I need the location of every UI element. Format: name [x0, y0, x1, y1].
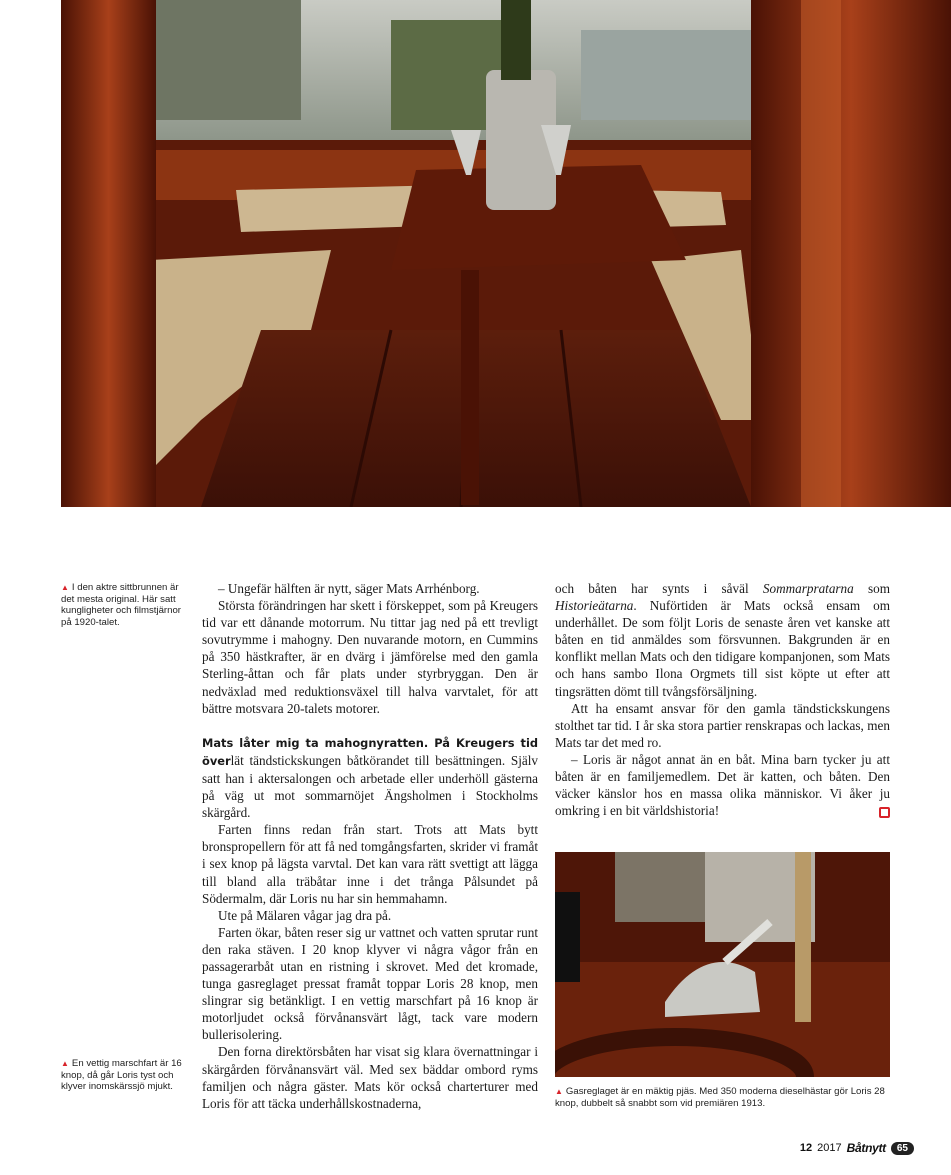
issue-number: 12 — [799, 1142, 813, 1154]
paragraph: Största förändringen har skett i förskeppet, som på Kreugers tid var ett dånande motorrum. Nu tittar jag ned på ett trevligt sovutrymme i mahogny. Den nuvarande motorn, en Cummins på 350 hästkrafter, är en dvärg i jämförelse med den gamla Sterling-åttan och får plats under styrbryggan. Den är nedväxlad med reduktionsväxel till halva varvtalet, för att bättre motsvara 20-talets motorer. — [202, 598, 538, 716]
throttle-photo — [555, 852, 890, 1077]
paragraph: Ute på Mälaren vågar jag dra på. — [218, 907, 392, 923]
page-footer — [800, 1141, 914, 1155]
page-number: 65 — [891, 1142, 914, 1155]
end-square-icon — [879, 807, 890, 818]
magazine-logo: Båtnytt — [846, 1141, 886, 1155]
red-triangle-icon: ▲ — [61, 583, 69, 592]
lead-in: Mats låter mig ta mahognyratten. På Kreugers tid över — [202, 735, 538, 768]
paragraph: Mats låter mig ta mahognyratten. På Kreugers tid överlät tändstickskungen båtkörandet till besättningen. Själv satt han i aktersalongen och arbetade eller underhöll gästerna på väg ut mot sommarnöjet Ängsholmen i Stockholms skärgård. — [202, 735, 538, 821]
cockpit-photo — [61, 0, 951, 507]
cockpit-caption: ▲ I den aktre sittbrunnen är det mesta original. Här satt kungligheter och filmstjärnor på 1920-talet. — [61, 582, 181, 628]
paragraph: Den forna direktörsbåten har visat sig klara övernattningar i skärgården förvånansvärt väl. Med sex bäddar ombord ryms familjen och några gäster. Mats kör också charterturer med Loris för att täcka underhållskostnaderna, — [202, 1044, 538, 1111]
throttle-caption: ▲ Gasreglaget är en mäktig pjäs. Med 350 moderna dieselhästar gör Loris 28 knop, dubbelt så snabbt som vid premiären 1913. — [555, 1086, 885, 1109]
article-column-2 — [555, 580, 890, 819]
cruise-caption: ▲ En vettig marschfart är 16 knop, då går Loris tyst och klyver inomskärssjö mjukt. — [61, 1058, 182, 1093]
paragraph: och båten har synts i såväl Sommarpratarna som Historieätarna. Nuförtiden är Mats också ensam om underhållet. De som följt Loris de senaste åren vet kanske att båten en tid anmäldes som försvunnen. Bakgrunden är en konflikt mellan Mats och den tidigare kompanjonen, som Mats och hans sambo Ilona Orgmets till sist köpte ut efter att tingsrätten dömt till tvångsförsäljning. — [555, 581, 890, 699]
paragraph: Farten finns redan från start. Trots att Mats bytt bronspropellern för att få ned tomgångsfarten, skrider vi framåt i sex knop på lägsta varvtal. Det kan vara rätt svettigt att lägga till bland alla träbåtar inne i det trånga Pålsundet på Södermalm, där Loris nu har sin hemmahamn. — [202, 822, 538, 906]
issue-year: 2017 — [817, 1142, 842, 1154]
paragraph: Att ha ensamt ansvar för den gamla tändstickskungens stolthet tar tid. I år ska stora partier renskrapas och lackas, men Mats tar det med ro. — [555, 700, 890, 750]
paragraph: Farten ökar, båten reser sig ur vattnet och vatten sprutar runt den raka stäven. I 20 knop klyver vi några vågor från en passagerarbåt utan en ristning i skrovet. Med det kromade, tunga gasreglaget pressat framåt toppar Loris 28 knop, men slingrar sig betänkligt. I en vettig marschfart på 16 knop är motorljudet också förvånansvärt lågt, tack vare modern bullerisolering. — [202, 924, 538, 1043]
red-triangle-icon: ▲ — [555, 1087, 563, 1096]
red-triangle-icon: ▲ — [61, 1059, 69, 1068]
paragraph: – Loris är något annat än en båt. Mina barn tycker ju att båten är en familjemedlem. Det är katten, och båten. Den väcker känslor hos en massa olika människor. Vi åker ju omkring i en bit världshistoria! — [555, 751, 890, 819]
paragraph: – Ungefär hälften är nytt, säger Mats Arrhénborg. — [218, 581, 480, 596]
article-column-1 — [202, 580, 538, 1112]
